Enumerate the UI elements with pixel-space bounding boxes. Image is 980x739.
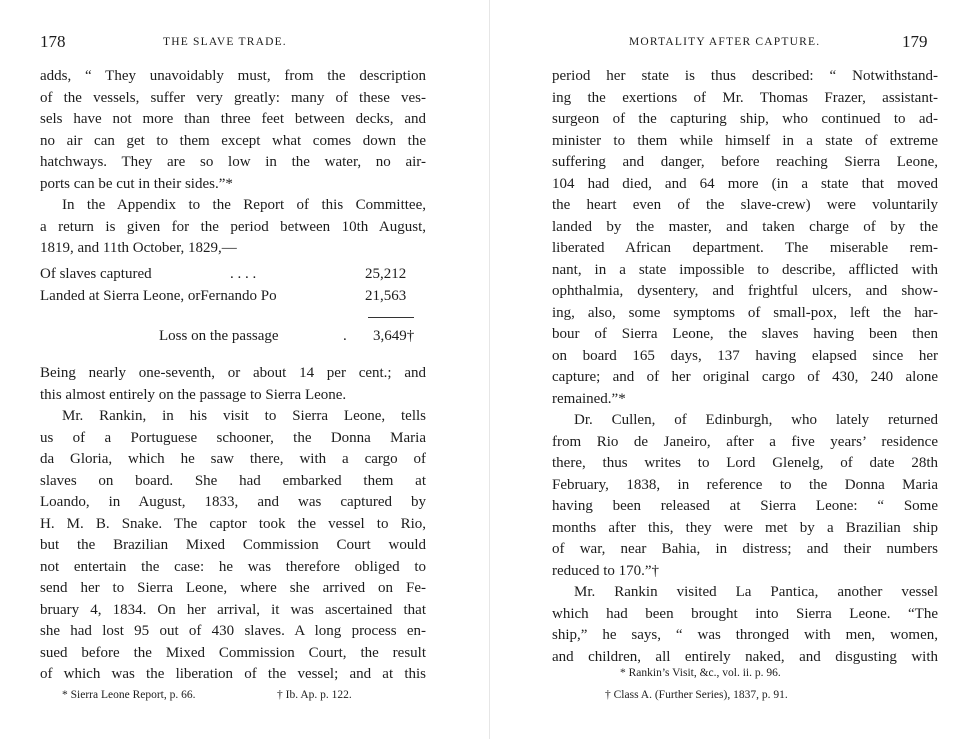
footnote: * Rankin’s Visit, &c., vol. ii. p. 96. xyxy=(620,667,781,679)
text-line: us of a Portuguese schooner, the Donna Maria xyxy=(40,429,426,446)
text-line: there, thus writes to Lord Glenelg, of date 28th xyxy=(552,455,938,471)
text-line: Loando, in August, 1833, and was captured by xyxy=(40,494,426,510)
text-line: suffering and danger, before reaching Sierra Leone, xyxy=(552,154,938,170)
text-line: sued before the Mixed Commission Court, the result xyxy=(40,644,426,661)
row-value: 21,563 xyxy=(365,288,407,304)
text-line: and children, all entirely naked, and disgusting with xyxy=(552,648,938,665)
slave-return-table xyxy=(40,262,426,352)
row-label: Loss on the passage xyxy=(159,328,279,344)
text-line: but the Brazilian Mixed Commission Court would xyxy=(40,537,426,553)
row-value: 25,212 xyxy=(365,266,407,282)
text-line: bruary 4, 1834. On her arrival, it was ascertained that xyxy=(40,601,426,618)
text-line: on board 165 days, 137 having elapsed since her xyxy=(552,347,938,364)
text-line: ing, also, some symptoms of small-pox, left the har- xyxy=(552,304,938,321)
running-head-left: THE SLAVE TRADE. xyxy=(163,36,287,48)
right-page xyxy=(490,0,980,739)
text-line: Dr. Cullen, of Edinburgh, who lately returned xyxy=(574,412,938,428)
left-text-block-b xyxy=(40,363,426,686)
running-head-right: MORTALITY AFTER CAPTURE. xyxy=(629,36,821,48)
text-line: period her state is thus described: “ Notwithstand- xyxy=(552,68,938,84)
row-dots: . xyxy=(343,328,347,344)
text-line: months after this, they were met by a Brazilian ship xyxy=(552,519,938,536)
sum-rule xyxy=(368,317,414,318)
text-line: not entertain the case: he was therefore obliged to xyxy=(40,558,426,575)
text-line: ports can be cut in their sides.”* xyxy=(40,175,233,192)
text-line: of which was the liberation of the vessel; and at this xyxy=(40,666,426,682)
text-line: adds, “ They unavoidably must, from the description xyxy=(40,68,426,84)
text-line: no air can get to them except what comes down the xyxy=(40,132,426,149)
text-line: the heart even of the slave-crew) were voluntarily xyxy=(552,197,938,213)
text-line: hatchways. They are so low in the water, no air- xyxy=(40,154,426,170)
right-text-block xyxy=(552,66,938,668)
text-line: ophthalmia, dysentery, and frightful ulcers, and show- xyxy=(552,283,938,299)
text-line: In the Appendix to the Report of this Committee, xyxy=(62,197,426,213)
text-line: minister to them while himself in a state of extreme xyxy=(552,132,938,149)
text-line: 104 had died, and 64 more (in a state that moved xyxy=(552,175,938,192)
page-number-left: 178 xyxy=(40,32,66,51)
text-line: reduced to 170.”† xyxy=(552,562,660,579)
text-line: slaves on board. She had embarked them at xyxy=(40,472,426,489)
text-line: bour of Sierra Leone, the slaves having been then xyxy=(552,326,938,342)
text-line: she had lost 95 out of 430 slaves. A long process en- xyxy=(40,623,426,639)
text-line: this almost entirely on the passage to Sierra Leone. xyxy=(40,386,347,403)
text-line: from Rio de Janeiro, after a five years’ residence xyxy=(552,433,938,450)
text-line: H. M. B. Snake. The captor took the vessel to Rio, xyxy=(40,515,426,532)
text-line: landed by the master, and taken charge of by the xyxy=(552,218,938,235)
text-line: ship,” he says, “ was thronged with men, women, xyxy=(552,627,938,643)
text-line: ing the exertions of Mr. Thomas Frazer, assistant- xyxy=(552,89,938,106)
text-line: 1819, and 11th October, 1829,— xyxy=(40,240,237,256)
text-line: which had been brought into Sierra Leone. “The xyxy=(552,605,938,622)
text-line: surgeon of the capturing ship, who continued to ad- xyxy=(552,111,938,127)
row-label: Of slaves captured xyxy=(40,266,152,282)
footnote: † Ib. Ap. p. 122. xyxy=(277,689,352,701)
row-label: Landed at Sierra Leone, orFernando Po xyxy=(40,288,277,304)
row-value: 3,649† xyxy=(373,328,415,344)
text-line: of war, near Bahia, in distress; and their numbers xyxy=(552,541,938,557)
text-line: of the vessels, suffer very greatly: many of these ves- xyxy=(40,89,426,106)
text-line: Being nearly one-seventh, or about 14 per cent.; and xyxy=(40,365,426,381)
text-line: capture; and of her original cargo of 430, 240 alone xyxy=(552,369,938,385)
text-line: having been released at Sierra Leone: “ Some xyxy=(552,498,938,514)
text-line: da Gloria, which he saw there, with a cargo of xyxy=(40,451,426,467)
footnote: * Sierra Leone Report, p. 66. xyxy=(62,689,196,701)
text-line: Mr. Rankin, in his visit to Sierra Leone, tells xyxy=(62,408,426,424)
text-line: Mr. Rankin visited La Pantica, another vessel xyxy=(574,584,938,600)
footnote: † Class A. (Further Series), 1837, p. 91. xyxy=(605,689,788,701)
text-line: nant, in a state impossible to describe, afflicted with xyxy=(552,261,938,278)
text-line: liberated African department. The miserable rem- xyxy=(552,240,938,256)
text-line: send her to Sierra Leone, where she arrived on Fe- xyxy=(40,580,426,596)
text-line: February, 1838, in reference to the Donna Maria xyxy=(552,476,938,493)
text-line: remained.”* xyxy=(552,390,626,407)
page-number-right: 179 xyxy=(902,32,928,51)
text-line: a return is given for the period between 10th August, xyxy=(40,218,426,235)
row-dots: . . . . xyxy=(230,266,257,282)
text-line: sels have not more than three feet between decks, and xyxy=(40,111,426,127)
left-text-block-a xyxy=(40,66,426,260)
